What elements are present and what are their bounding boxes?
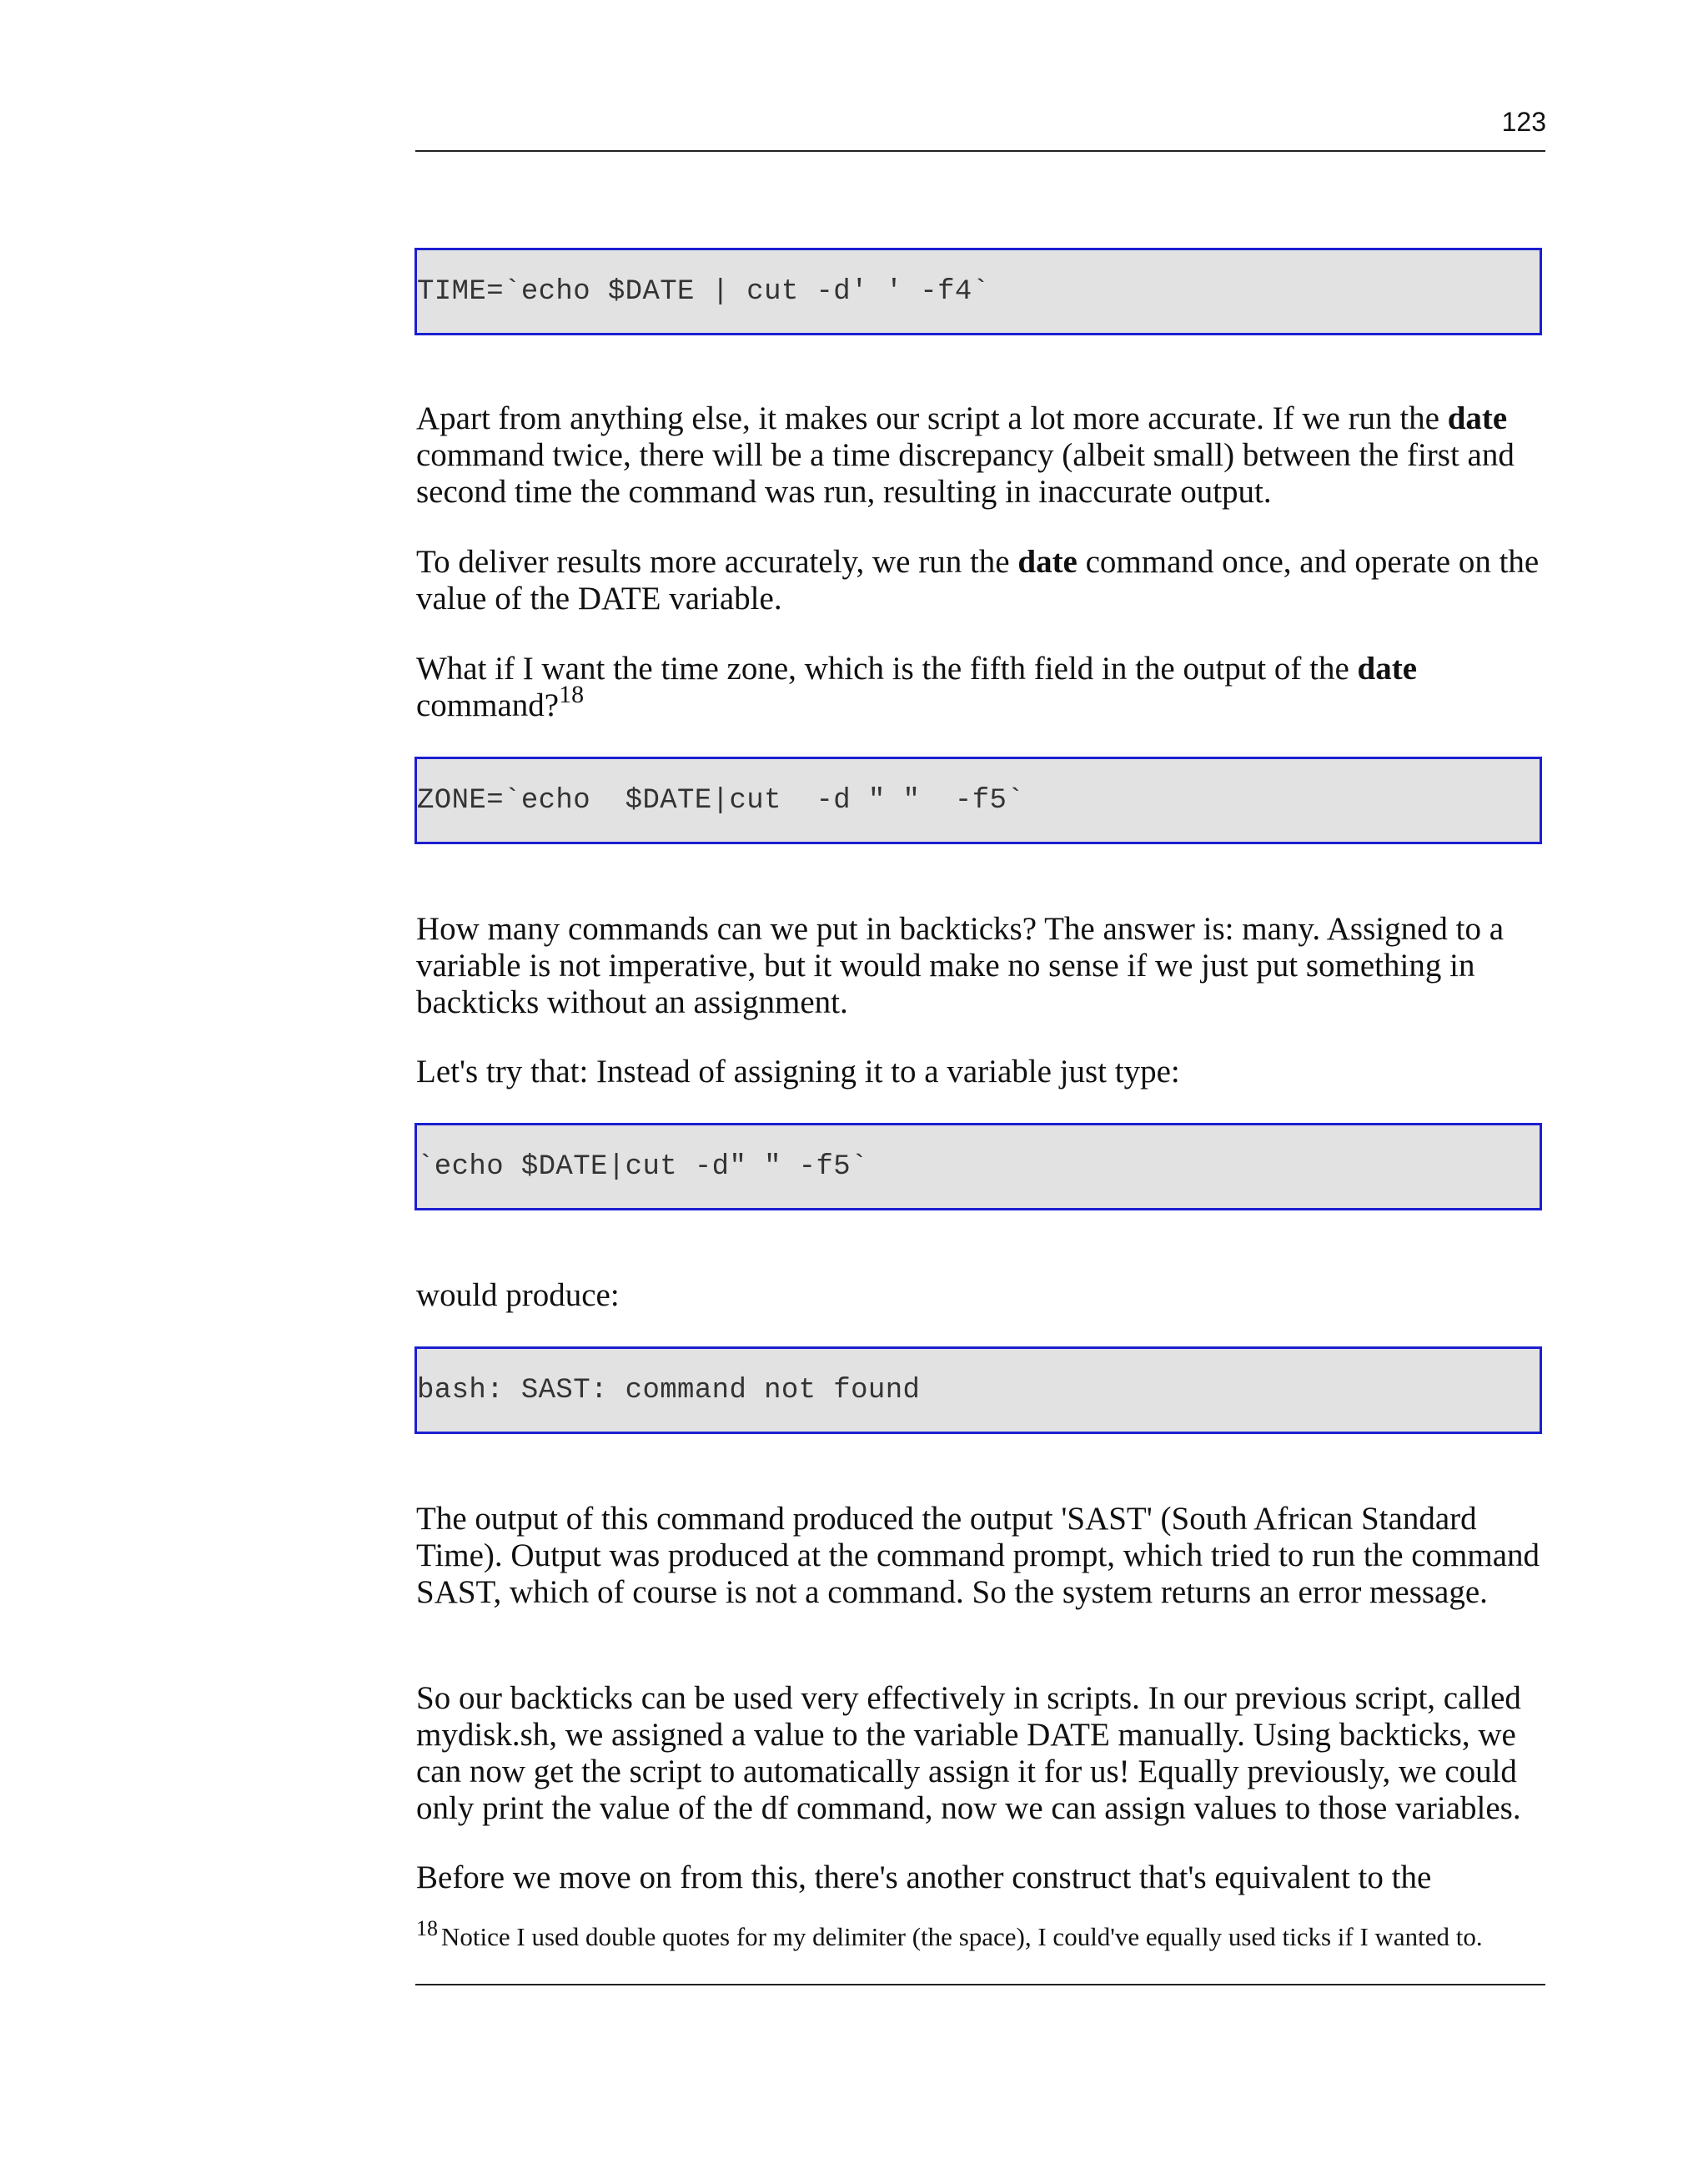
code-block-time <box>414 248 1542 335</box>
paragraph-construct: Before we move on from this, there's another construct that's equivalent to the <box>416 1859 1432 1895</box>
bold-command: date <box>1447 400 1508 436</box>
code-text: `echo $DATE|cut -d" " -f5` <box>417 1150 868 1183</box>
footnote-text: Notice I used double quotes for my delimiter (the space), I could've equally used ticks if I wanted to. <box>441 1922 1483 1951</box>
paragraph-try: Let's try that: Instead of assigning it to a variable just type: <box>416 1054 1180 1090</box>
paragraph-produce: would produce: <box>416 1277 620 1313</box>
paragraph-timezone <box>416 651 1550 727</box>
code-text: bash: SAST: command not found <box>417 1374 921 1407</box>
bold-command: date <box>1357 651 1418 687</box>
code-block-output <box>414 1346 1542 1434</box>
paragraph-deliver <box>416 544 1550 617</box>
footnote <box>416 1916 1550 1955</box>
paragraph-text: command twice, there will be a time discrepancy (albeit small) between the first and second time the command was run, resulting in inaccurate output. <box>416 437 1515 510</box>
footnote-mark: 18 <box>416 1916 438 1940</box>
paragraph-accuracy <box>416 400 1550 511</box>
code-text: TIME=`echo $DATE | cut -d' ' -f4` <box>417 275 990 308</box>
paragraph-text: command? <box>416 687 560 723</box>
header-rule <box>415 150 1545 152</box>
page-number: 123 <box>1501 107 1546 137</box>
paragraph-output: The output of this command produced the output 'SAST' (South African Standard Time). Output was produced at the command prompt, which tried to run the command SAST, which of course is not a command. So the system returns an error message. <box>416 1501 1540 1610</box>
paragraph-text: Apart from anything else, it makes our script a lot more accurate. If we run the <box>416 400 1448 436</box>
paragraph-text: To deliver results more accurately, we run the <box>416 544 1018 580</box>
code-block-zone <box>414 757 1542 844</box>
footer-rule <box>415 1984 1545 1985</box>
paragraph-backticks: How many commands can we put in backticks? The answer is: many. Assigned to a variable is not imperative, but it would make no sense if we just put something in backticks without an assignment. <box>416 911 1505 1020</box>
bold-command: date <box>1017 544 1078 580</box>
paragraph-text: What if I want the time zone, which is the fifth field in the output of the <box>416 651 1358 687</box>
paragraph-text: command once, and operate on the value of the DATE variable. <box>416 544 1540 616</box>
code-text: ZONE=`echo $DATE|cut -d " " -f5` <box>417 784 1025 817</box>
paragraph-scripts: So our backticks can be used very effectively in scripts. In our previous script, called mydisk.sh, we assigned a value to the variable DATE manually. Using backticks, we can now get the script to automatically assign it for us! Equally previously, we could only print the value of the df command, now we can assign values to those variables. <box>416 1680 1521 1826</box>
footnote-reference: 18 <box>559 681 585 708</box>
code-block-echo <box>414 1123 1542 1210</box>
